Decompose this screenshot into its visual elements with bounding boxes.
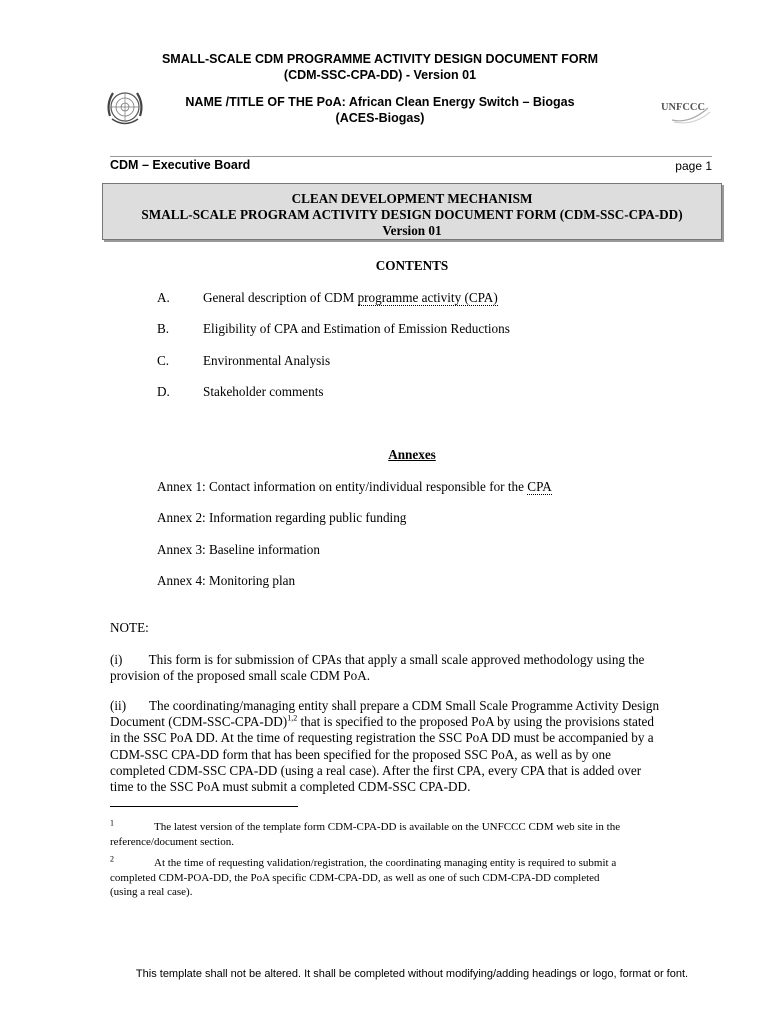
annexes-heading: Annexes — [388, 447, 436, 462]
form-title-line3: Version 01 — [382, 223, 442, 238]
footer-template-notice: This template shall not be altered. It shall be completed without modifying/adding headings or logo, format or font. — [135, 968, 689, 980]
header-title-line2: (CDM-SSC-CPA-DD) - Version 01 — [283, 68, 477, 82]
annex-item-1 — [157, 479, 552, 495]
toc-item-d: Stakeholder comments — [203, 384, 324, 399]
toc-letter: D. — [157, 384, 170, 399]
footnote-2-line2: completed CDM-POA-DD, the PoA specific CDM-CPA-DD, as well as one of such CDM-CPA-DD completed — [110, 871, 600, 884]
toc-item-a — [203, 290, 498, 306]
toc-item-c: Environmental Analysis — [203, 353, 331, 368]
form-title-box — [102, 183, 722, 240]
header-poa-name-line1: NAME /TITLE OF THE PoA: African Clean Energy Switch – Biogas — [185, 95, 575, 109]
header-title-line1: SMALL-SCALE CDM PROGRAMME ACTIVITY DESIGN DOCUMENT FORM — [161, 52, 599, 66]
annex-item-4: Annex 4: Monitoring plan — [157, 573, 296, 588]
footnote-number: 2 — [110, 854, 114, 864]
annex-item-2: Annex 2: Information regarding public funding — [157, 510, 407, 525]
footnote-reference: 1,2 — [287, 713, 298, 723]
note-p2-line6: time to the SSC PoA must submit a completed CDM-SSC CPA-DD. — [110, 779, 471, 795]
annex-item-3: Annex 3: Baseline information — [157, 542, 320, 557]
toc-item-b: Eligibility of CPA and Estimation of Emission Reductions — [203, 321, 510, 336]
unfccc-logo — [660, 88, 712, 128]
note-paragraph-1 — [110, 652, 712, 684]
form-title-line2: SMALL-SCALE PROGRAM ACTIVITY DESIGN DOCUMENT FORM (CDM-SSC-CPA-DD) — [141, 207, 683, 222]
page-number: page 1 — [675, 159, 712, 173]
header-divider — [110, 156, 712, 157]
executive-board-label: CDM – Executive Board — [110, 158, 251, 172]
note-p1-line1: (i) This form is for submission of CPAs that apply a small scale approved methodology using the — [110, 652, 645, 667]
contents-heading: CONTENTS — [375, 258, 449, 273]
toc-letter: C. — [157, 353, 170, 368]
header-poa-name-line2: (ACES-Biogas) — [335, 111, 425, 125]
note-p2-line2-pre: Document (CDM-SSC-CPA-DD) — [110, 714, 288, 730]
note-p2-line3: in the SSC PoA DD. At the time of requesting registration the SSC PoA DD must be accompanied by a — [110, 730, 654, 746]
footnote-1 — [110, 820, 712, 849]
toc-item-text: General description of CDM — [203, 290, 358, 305]
note-p2-line4: CDM-SSC CPA-DD form that has been specified for the proposed SSC PoA, as well as by one — [110, 746, 611, 762]
footnote-2 — [110, 856, 712, 900]
note-p2-line1: (ii) The coordinating/managing entity shall prepare a CDM Small Scale Programme Activity Design — [110, 698, 660, 713]
footnote-separator — [110, 806, 298, 807]
note-p1-line2: provision of the proposed small scale CDM PoA. — [110, 668, 371, 684]
footnote-1-line2: reference/document section. — [110, 835, 234, 848]
note-paragraph-2 — [110, 698, 712, 795]
note-p2-line2-post: that is specified to the proposed PoA by using the provisions stated — [297, 714, 654, 730]
toc-letter: B. — [157, 321, 170, 336]
form-title-line1: CLEAN DEVELOPMENT MECHANISM — [291, 191, 533, 206]
note-p2-line5: completed CDM-SSC CPA-DD (using a real case). After the first CPA, every CPA that is added over — [110, 762, 642, 778]
footnote-2-line1: At the time of requesting validation/registration, the coordinating managing entity is required to submit a — [154, 857, 617, 869]
toc-letter: A. — [157, 290, 170, 305]
footnote-1-line1: The latest version of the template form CDM-CPA-DD is available on the UNFCCC CDM web site in the — [154, 821, 621, 833]
unfccc-logo-text: UNFCCC — [661, 101, 706, 113]
footnote-2-line3: (using a real case). — [110, 886, 193, 898]
annex-item-dotted-text: CPA — [527, 479, 552, 494]
note-label: NOTE: — [110, 620, 149, 635]
annex-item-text: Annex 1: Contact information on entity/individual responsible for the — [157, 479, 528, 494]
footnote-number: 1 — [110, 818, 114, 828]
toc-item-dotted-text: programme activity (CPA) — [357, 290, 498, 305]
